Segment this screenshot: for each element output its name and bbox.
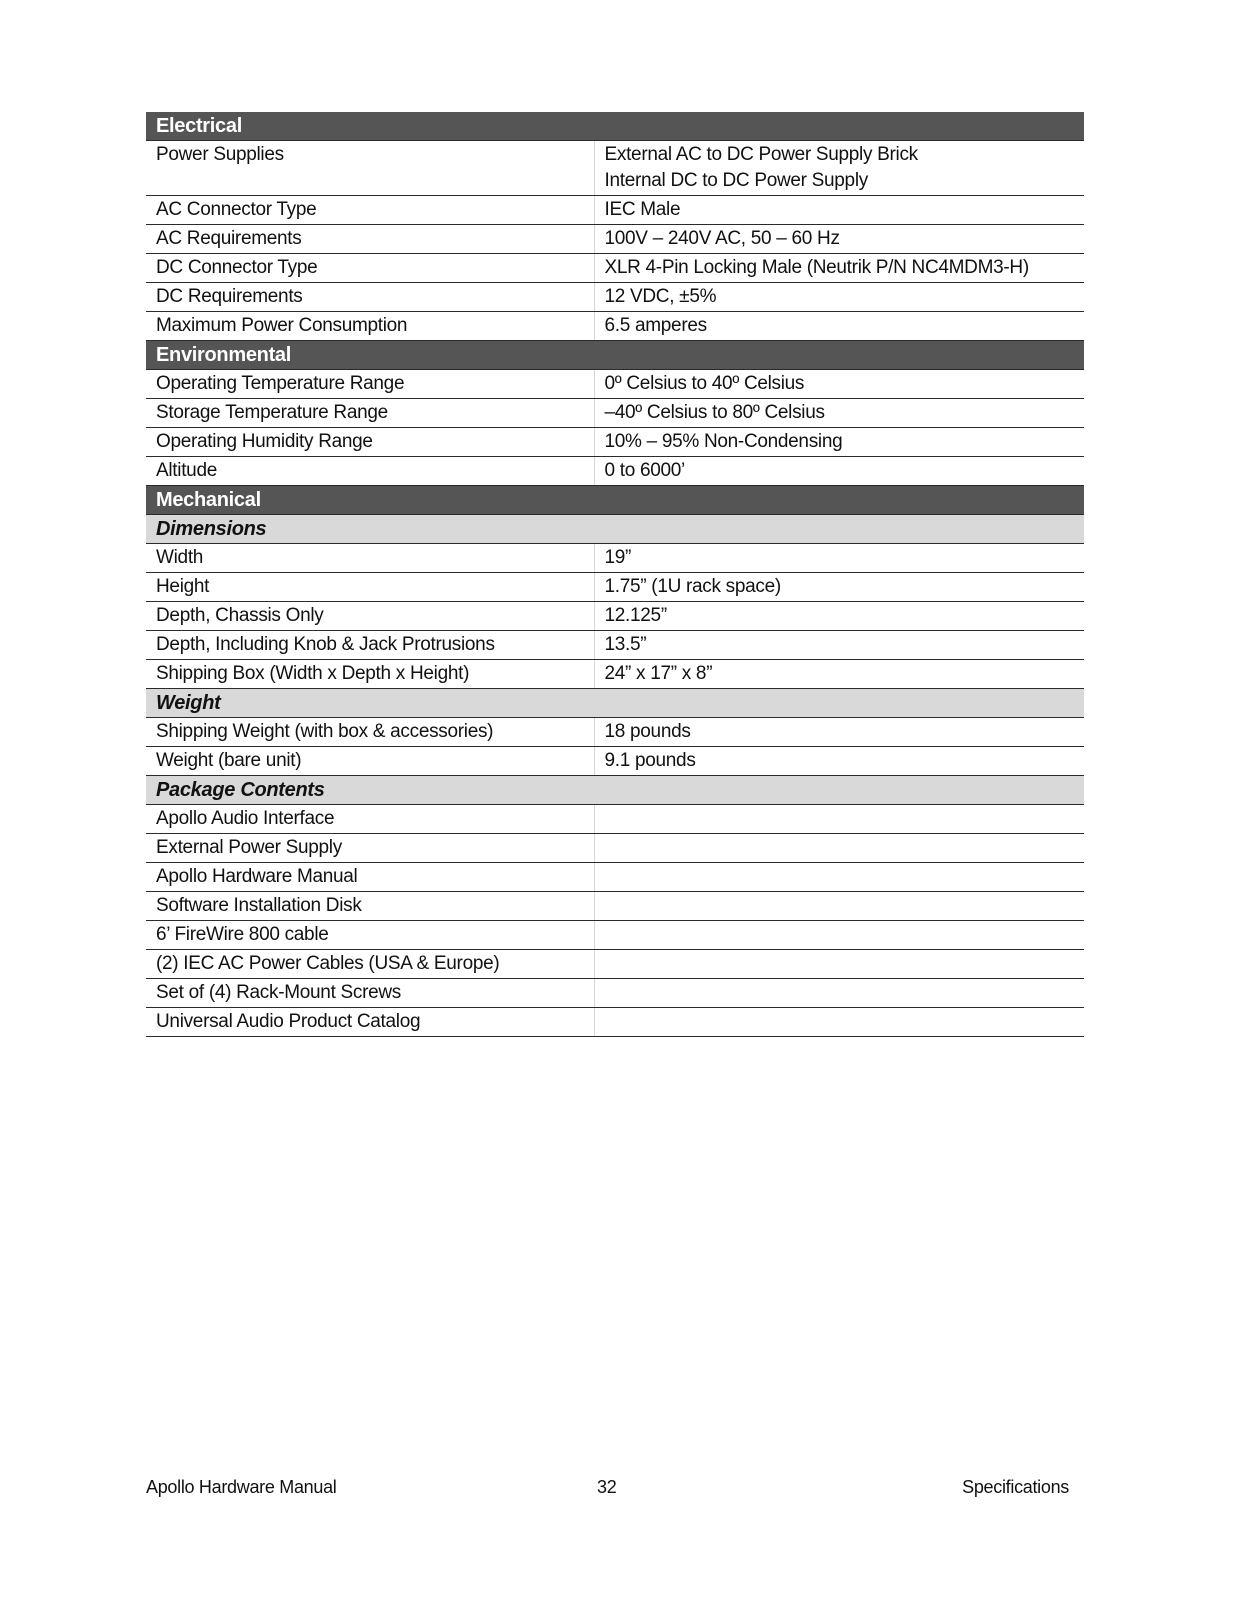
footer-section-name: Specifications <box>962 1477 1069 1497</box>
section-title: Electrical <box>146 112 1084 141</box>
spec-row <box>146 312 1084 341</box>
subsection-header-package-contents <box>146 776 1084 805</box>
spec-label: Maximum Power Consumption <box>146 312 594 341</box>
empty-cell <box>594 892 1084 921</box>
spec-label: Shipping Weight (with box & accessories) <box>146 718 594 747</box>
spec-label: Height <box>146 573 594 602</box>
package-item-row <box>146 892 1084 921</box>
spec-label: AC Requirements <box>146 225 594 254</box>
spec-value: 0 to 6000’ <box>594 457 1084 486</box>
empty-cell <box>594 921 1084 950</box>
spec-value: 13.5” <box>594 631 1084 660</box>
subsection-title: Weight <box>146 689 1084 718</box>
subsection-title: Package Contents <box>146 776 1084 805</box>
spec-label: Operating Humidity Range <box>146 428 594 457</box>
empty-cell <box>594 863 1084 892</box>
package-item-row <box>146 863 1084 892</box>
spec-value: 12.125” <box>594 602 1084 631</box>
spec-row <box>146 399 1084 428</box>
spec-value: 12 VDC, ±5% <box>594 283 1084 312</box>
spec-value: 9.1 pounds <box>594 747 1084 776</box>
spec-row <box>146 428 1084 457</box>
section-header-mechanical <box>146 486 1084 515</box>
empty-cell <box>594 834 1084 863</box>
package-item: Apollo Audio Interface <box>146 805 594 834</box>
package-item-row <box>146 834 1084 863</box>
spec-label: DC Connector Type <box>146 254 594 283</box>
section-title: Environmental <box>146 341 1084 370</box>
spec-row <box>146 283 1084 312</box>
empty-cell <box>594 979 1084 1008</box>
section-header-electrical <box>146 112 1084 141</box>
spec-row <box>146 660 1084 689</box>
package-item: Software Installation Disk <box>146 892 594 921</box>
package-item-row <box>146 979 1084 1008</box>
spec-label: Operating Temperature Range <box>146 370 594 399</box>
empty-cell <box>594 1008 1084 1037</box>
subsection-header-weight <box>146 689 1084 718</box>
spec-value: 1.75” (1U rack space) <box>594 573 1084 602</box>
package-item-row <box>146 1008 1084 1037</box>
spec-row <box>146 631 1084 660</box>
spec-row <box>146 573 1084 602</box>
package-item: (2) IEC AC Power Cables (USA & Europe) <box>146 950 594 979</box>
empty-cell <box>594 805 1084 834</box>
spec-label: Altitude <box>146 457 594 486</box>
spec-value: –40º Celsius to 80º Celsius <box>594 399 1084 428</box>
subsection-header-dimensions <box>146 515 1084 544</box>
package-item-row <box>146 805 1084 834</box>
footer-page-number: 32 <box>597 1477 617 1497</box>
spec-value: 10% – 95% Non-Condensing <box>594 428 1084 457</box>
spec-row <box>146 747 1084 776</box>
spec-label: AC Connector Type <box>146 196 594 225</box>
spec-value: IEC Male <box>594 196 1084 225</box>
spec-row <box>146 225 1084 254</box>
spec-value: 19” <box>594 544 1084 573</box>
spec-row <box>146 602 1084 631</box>
spec-label: Power Supplies <box>146 141 594 196</box>
spec-row <box>146 457 1084 486</box>
spec-row <box>146 196 1084 225</box>
spec-label: Width <box>146 544 594 573</box>
spec-value: 6.5 amperes <box>594 312 1084 341</box>
spec-row <box>146 718 1084 747</box>
package-item: 6’ FireWire 800 cable <box>146 921 594 950</box>
spec-value: 18 pounds <box>594 718 1084 747</box>
subsection-title: Dimensions <box>146 515 1084 544</box>
package-item: Apollo Hardware Manual <box>146 863 594 892</box>
package-item-row <box>146 921 1084 950</box>
empty-cell <box>594 950 1084 979</box>
spec-row <box>146 141 1084 196</box>
spec-value: 24” x 17” x 8” <box>594 660 1084 689</box>
spec-label: Depth, Chassis Only <box>146 602 594 631</box>
package-item-row <box>146 950 1084 979</box>
spec-value-line: Internal DC to DC Power Supply <box>604 170 868 191</box>
spec-label: Depth, Including Knob & Jack Protrusions <box>146 631 594 660</box>
spec-value: XLR 4-Pin Locking Male (Neutrik P/N NC4MDM3-H) <box>594 254 1084 283</box>
spec-value: 0º Celsius to 40º Celsius <box>594 370 1084 399</box>
spec-row <box>146 370 1084 399</box>
package-item: External Power Supply <box>146 834 594 863</box>
spec-row <box>146 254 1084 283</box>
spec-value: 100V – 240V AC, 50 – 60 Hz <box>594 225 1084 254</box>
spec-label: DC Requirements <box>146 283 594 312</box>
section-title: Mechanical <box>146 486 1084 515</box>
spec-label: Weight (bare unit) <box>146 747 594 776</box>
spec-label: Shipping Box (Width x Depth x Height) <box>146 660 594 689</box>
spec-value <box>594 141 1084 196</box>
spec-value-line: External AC to DC Power Supply Brick <box>604 144 918 165</box>
specifications-table <box>146 112 1084 1037</box>
spec-label: Storage Temperature Range <box>146 399 594 428</box>
footer-manual-title: Apollo Hardware Manual <box>146 1477 337 1497</box>
spec-row <box>146 544 1084 573</box>
package-item: Universal Audio Product Catalog <box>146 1008 594 1037</box>
package-item: Set of (4) Rack-Mount Screws <box>146 979 594 1008</box>
section-header-environmental <box>146 341 1084 370</box>
